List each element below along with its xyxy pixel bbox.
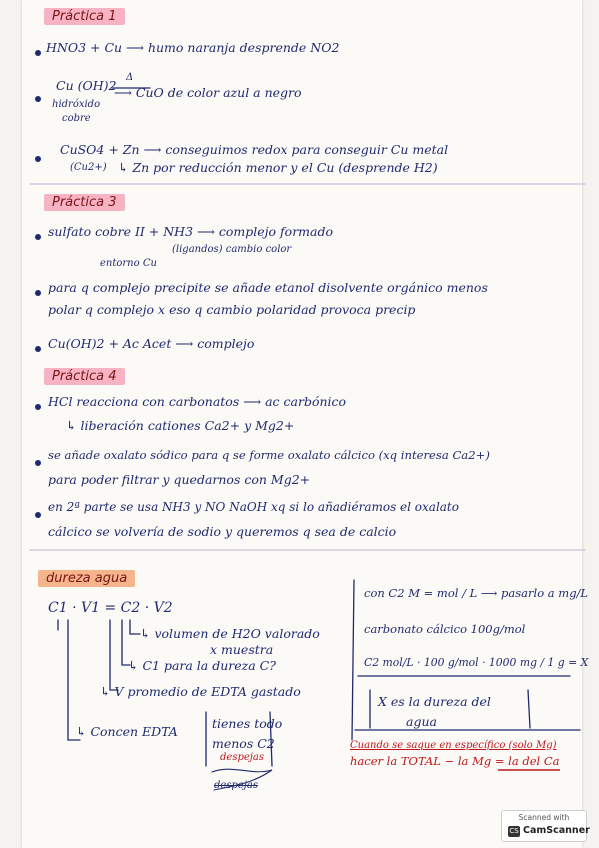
p1-line-3b: ↳ Zn por reducción menor y el Cu (desprende H2) xyxy=(118,160,438,175)
dureza-v1-note2: x muestra xyxy=(210,642,274,657)
dureza-right-3: C2 mol/L · 100 g/mol · 1000 mg / 1 g = X xyxy=(364,656,589,669)
dureza-crossed-note: despejas xyxy=(214,780,258,791)
camscanner-logo-icon: CS xyxy=(509,827,519,835)
dureza-c1-note: ↳ C1 para la dureza C? xyxy=(128,658,276,673)
dureza-result-box-2: agua xyxy=(406,714,437,729)
p1-line-3-note: (Cu2+) xyxy=(70,162,107,173)
dureza-right-1: con C2 M = mol / L ⟶ pasarlo a mg/L xyxy=(364,586,589,600)
dureza-red-note-2: hacer la TOTAL − la Mg = la del Ca xyxy=(350,754,560,768)
p3-line-2: para q complejo precipite se añade etanol disolvente orgánico menos xyxy=(48,280,488,295)
p1-line-3: CuSO4 + Zn ⟶ conseguimos redox para conseguir Cu metal xyxy=(60,142,449,157)
dureza-box-line-2: menos C2 xyxy=(212,736,275,751)
p1-line-2-arrow-label: Δ xyxy=(126,72,134,83)
dureza-formula: C1 · V1 = C2 · V2 xyxy=(48,600,173,616)
section-heading-dureza-agua: dureza agua xyxy=(38,570,135,587)
dureza-box-line-1: tienes todo xyxy=(212,716,283,731)
p3-line-3: Cu(OH)2 + Ac Acet ⟶ complejo xyxy=(48,336,255,351)
p3-line-1: sulfato cobre II + NH3 ⟶ complejo formado xyxy=(48,224,334,239)
dureza-result-box-1: X es la dureza del xyxy=(378,694,491,709)
p3-line-1-notes: (ligandos) cambio color xyxy=(172,244,292,255)
section-heading-practica-4: Práctica 4 xyxy=(44,368,125,385)
p4-line-3b: cálcico se volvería de sodio y queremos q sea de calcio xyxy=(48,524,397,539)
p1-line-2b: ⟶ CuO de color azul a negro xyxy=(114,85,302,100)
camscanner-badge xyxy=(501,810,590,842)
p4-line-2b: para poder filtrar y quedarnos con Mg2+ xyxy=(48,472,311,487)
p4-line-3: en 2ª parte se usa NH3 y NO NaOH xq si lo añadiéramos el oxalato xyxy=(48,500,459,514)
dureza-c2-note: ↳ Concen EDTA xyxy=(76,724,178,739)
section-heading-practica-3: Práctica 3 xyxy=(44,194,125,211)
dureza-right-2: carbonato cálcico 100g/mol xyxy=(364,622,526,636)
dureza-v1-note: ↳ volumen de H2O valorado xyxy=(140,626,320,641)
dureza-red-note-1: Cuando se saque en específico (solo Mg) xyxy=(350,740,557,751)
p1-line-2-note2: cobre xyxy=(62,113,91,124)
dureza-box-line-3: despejas xyxy=(220,752,264,763)
p4-line-1: HCl reacciona con carbonatos ⟶ ac carbónico xyxy=(48,394,347,409)
p4-line-1b: ↳ liberación cationes Ca2+ y Mg2+ xyxy=(66,418,295,433)
section-heading-practica-1: Práctica 1 xyxy=(44,8,125,25)
p1-line-2a: Cu (OH)2 xyxy=(56,78,117,93)
camscanner-brand: CamScanner xyxy=(523,825,590,836)
p3-line-1-note2: entorno Cu xyxy=(100,258,157,269)
p4-line-2: se añade oxalato sódico para q se forme oxalato cálcico (xq interesa Ca2+) xyxy=(48,448,490,462)
dureza-v2-note: ↳ V promedio de EDTA gastado xyxy=(100,684,301,699)
p1-line-2-note: hidróxido xyxy=(52,99,101,110)
p3-line-2b: polar q complejo x eso q cambio polaridad provoca precip xyxy=(48,302,416,317)
scanned-with-label: Scanned with xyxy=(518,813,570,822)
p1-line-1: HNO3 + Cu ⟶ humo naranja desprende NO2 xyxy=(46,40,340,55)
